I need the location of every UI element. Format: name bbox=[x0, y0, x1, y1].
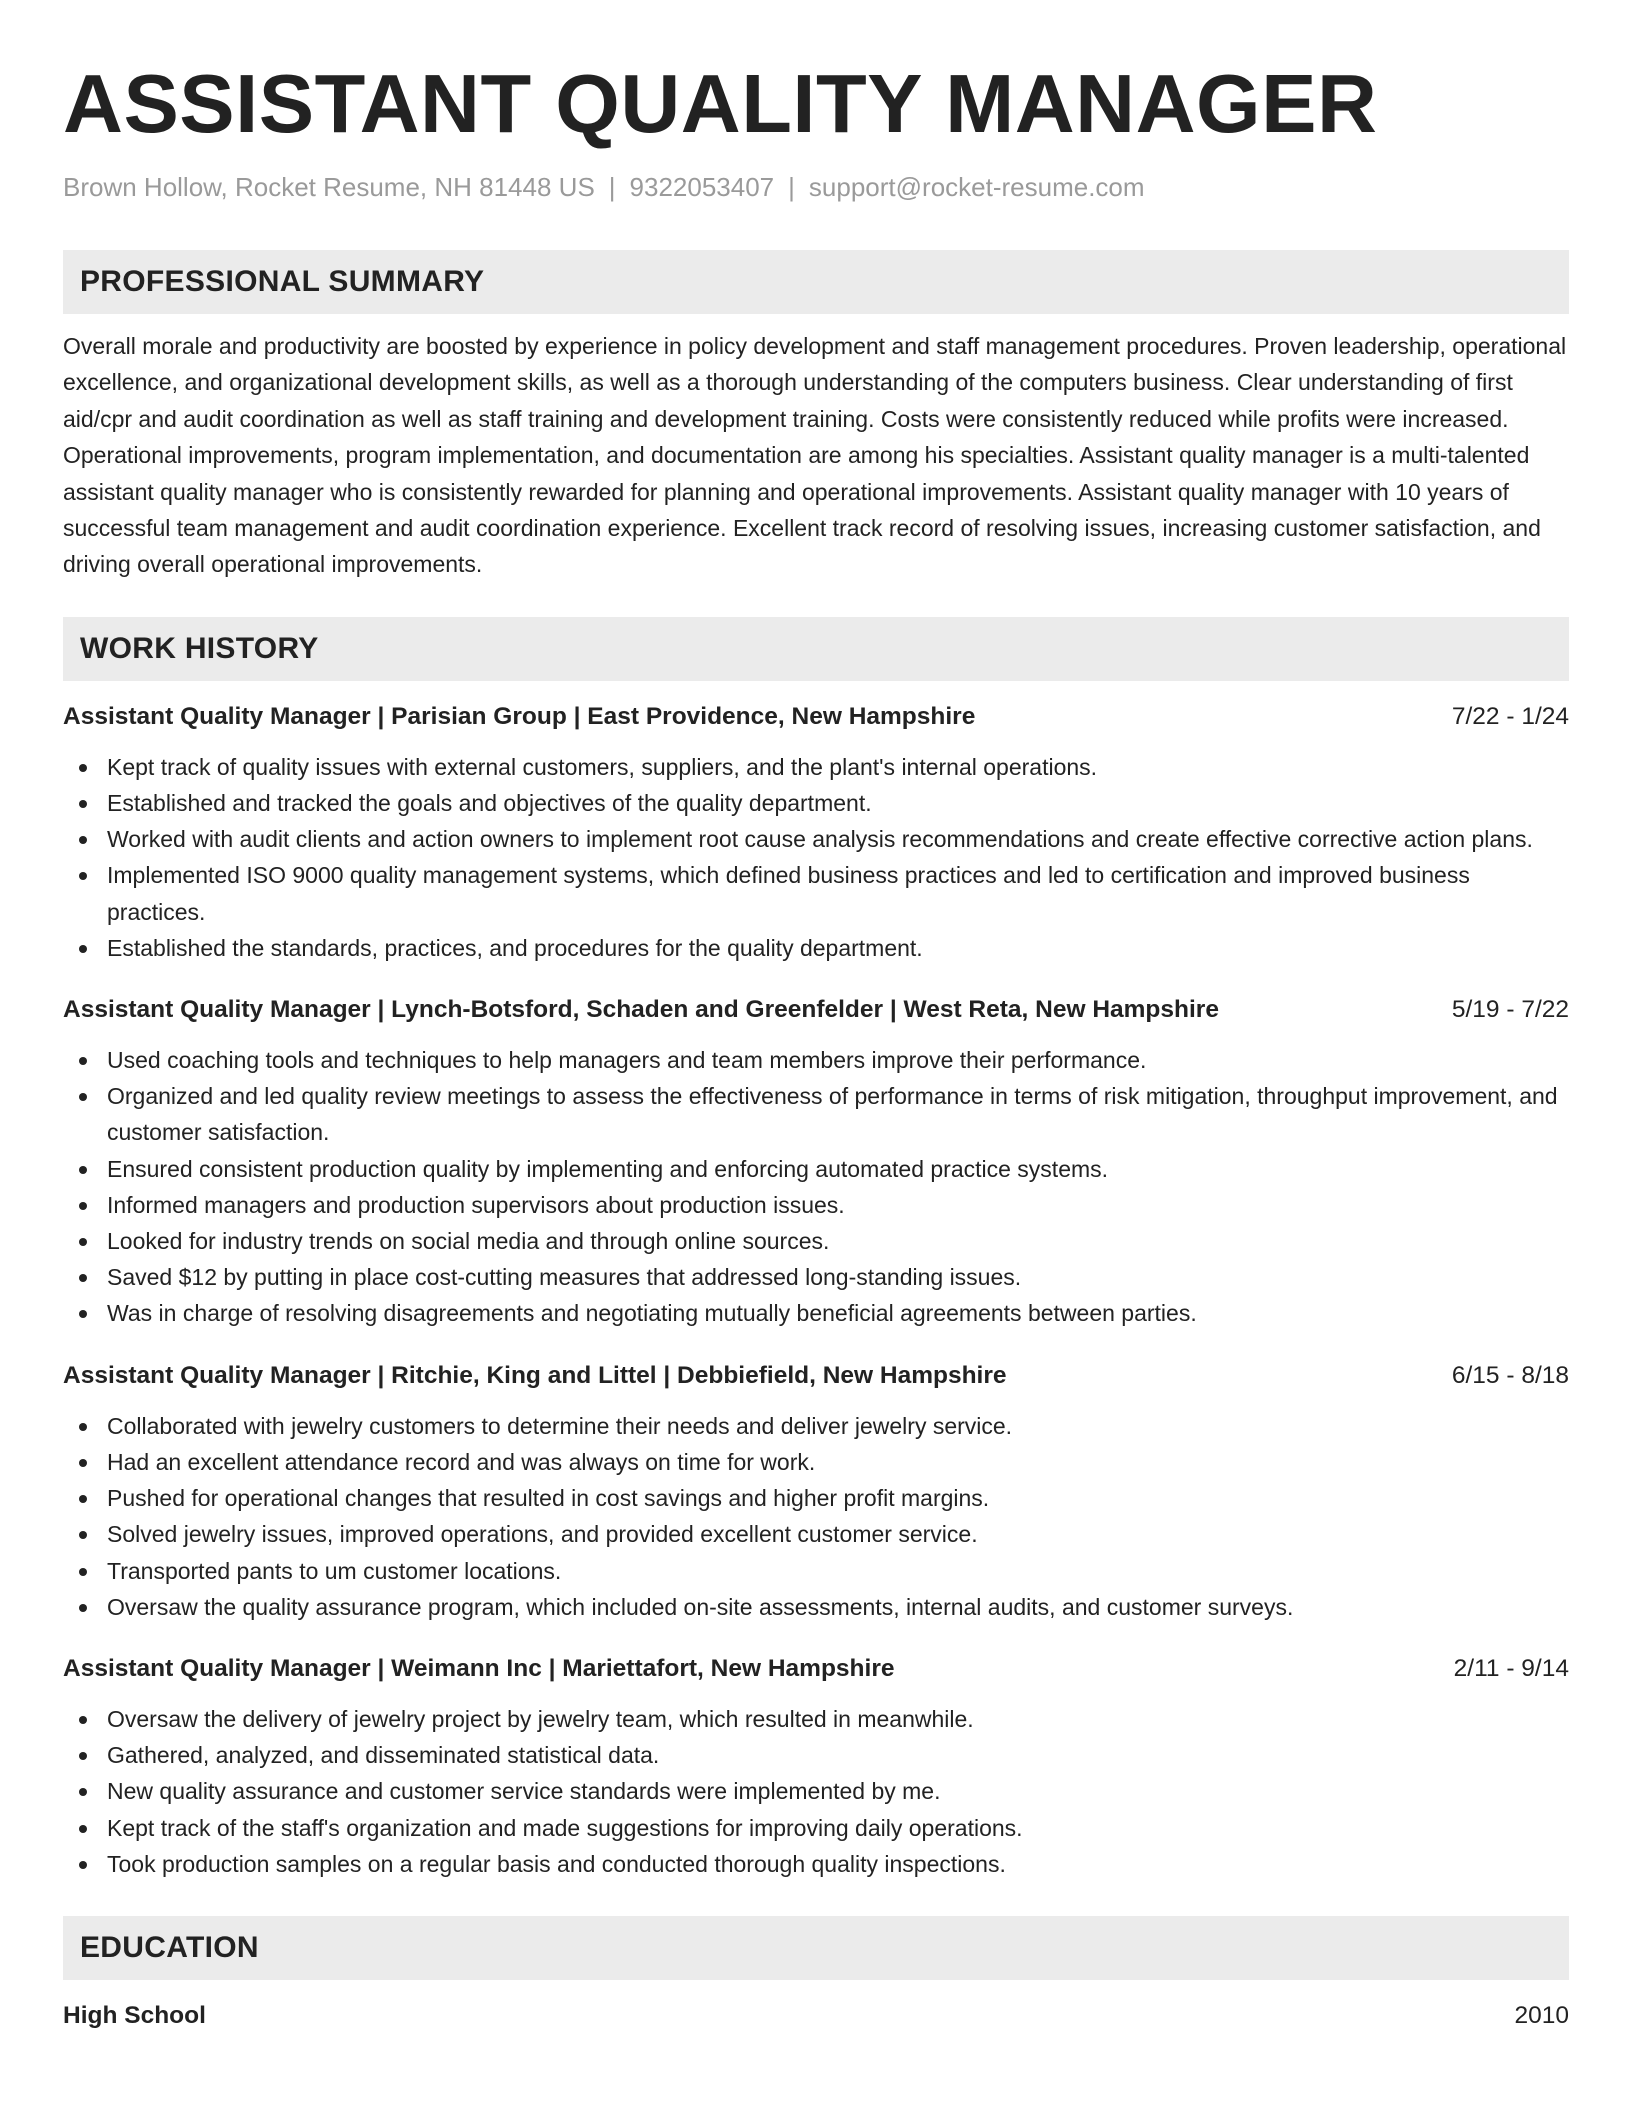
job-entry bbox=[63, 1651, 1569, 1882]
job-bullet-item bbox=[63, 1516, 1569, 1552]
bullet-dot-icon bbox=[79, 1274, 87, 1282]
section-header-education: EDUCATION bbox=[63, 1916, 1569, 1980]
job-bullet-item bbox=[63, 1480, 1569, 1516]
job-bullet-text: Saved $12 by putting in place cost-cutting measures that addressed long-standing issues. bbox=[107, 1264, 1022, 1291]
job-entry bbox=[63, 1358, 1569, 1625]
job-bullet-item bbox=[63, 1295, 1569, 1331]
job-header bbox=[63, 1651, 1569, 1687]
bullet-dot-icon bbox=[79, 764, 87, 772]
job-bullet-item bbox=[63, 1737, 1569, 1773]
bullet-dot-icon bbox=[79, 1825, 87, 1833]
bullet-dot-icon bbox=[79, 945, 87, 953]
job-bullet-text: Used coaching tools and techniques to help managers and team members improve their performance. bbox=[107, 1047, 1147, 1074]
job-bullet-item bbox=[63, 1408, 1569, 1444]
job-bullet-list bbox=[63, 1042, 1569, 1332]
job-dates: 2/11 - 9/14 bbox=[1453, 1654, 1569, 1682]
job-bullet-item bbox=[63, 1553, 1569, 1589]
bullet-dot-icon bbox=[79, 1861, 87, 1869]
bullet-dot-icon bbox=[79, 1495, 87, 1503]
job-bullet-item bbox=[63, 749, 1569, 785]
job-bullet-item bbox=[63, 1589, 1569, 1625]
bullet-dot-icon bbox=[79, 872, 87, 880]
education-degree: High School bbox=[63, 2001, 206, 2029]
bullet-dot-icon bbox=[79, 1057, 87, 1065]
job-bullet-text: Kept track of the staff's organization and made suggestions for improving daily operations. bbox=[107, 1814, 1023, 1841]
job-header bbox=[63, 1358, 1569, 1394]
job-bullet-item bbox=[63, 1259, 1569, 1295]
job-bullet-text: Looked for industry trends on social media and through online sources. bbox=[107, 1228, 830, 1255]
contact-line bbox=[63, 170, 1569, 204]
job-bullet-text: Gathered, analyzed, and disseminated statistical data. bbox=[107, 1742, 660, 1769]
bullet-dot-icon bbox=[79, 1423, 87, 1431]
job-bullet-list bbox=[63, 749, 1569, 966]
bullet-dot-icon bbox=[79, 1202, 87, 1210]
job-bullet-item bbox=[63, 1078, 1569, 1150]
bullet-dot-icon bbox=[79, 1459, 87, 1467]
bullet-dot-icon bbox=[79, 1093, 87, 1101]
bullet-dot-icon bbox=[79, 1166, 87, 1174]
education-entry bbox=[63, 1998, 1569, 2034]
job-bullet-item bbox=[63, 930, 1569, 966]
job-header bbox=[63, 992, 1569, 1028]
job-bullet-text: Oversaw the quality assurance program, which included on-site assessments, internal audits, and customer surveys. bbox=[107, 1593, 1294, 1620]
job-bullet-text: Oversaw the delivery of jewelry project by jewelry team, which resulted in meanwhile. bbox=[107, 1705, 974, 1732]
education-list bbox=[63, 1998, 1569, 2034]
bullet-dot-icon bbox=[79, 800, 87, 808]
bullet-dot-icon bbox=[79, 1788, 87, 1796]
job-title: Assistant Quality Manager | Parisian Group | East Providence, New Hampshire bbox=[63, 702, 976, 730]
job-bullet-list bbox=[63, 1408, 1569, 1625]
job-entry bbox=[63, 992, 1569, 1332]
job-bullet-text: Established the standards, practices, and procedures for the quality department. bbox=[107, 934, 923, 961]
contact-separator: | bbox=[788, 172, 795, 202]
bullet-dot-icon bbox=[79, 1716, 87, 1724]
bullet-dot-icon bbox=[79, 1531, 87, 1539]
job-bullet-item bbox=[63, 1187, 1569, 1223]
summary-text: Overall morale and productivity are boosted by experience in policy development and staff management procedures. Proven leadership, operational excellence, and organizational development skills, as well as a thorough understanding of the computers business. Clear understanding of first aid/cpr and audit coordination as well as staff training and development training. Costs were consistently reduced while profits were increased. Operational improvements, program implementation, and documentation are among his specialties. Assistant quality manager is a multi-talented assistant quality manager who is consistently rewarded for planning and operational improvements. Assistant quality manager with 10 years of successful team management and audit coordination experience. Excellent track record of resolving issues, increasing customer satisfaction, and driving overall operational improvements. bbox=[63, 333, 1567, 578]
job-bullet-text: Solved jewelry issues, improved operations, and provided excellent customer service. bbox=[107, 1521, 978, 1548]
job-header bbox=[63, 699, 1569, 735]
job-entry bbox=[63, 699, 1569, 966]
job-bullet-item bbox=[63, 1444, 1569, 1480]
contact-separator: | bbox=[608, 172, 616, 202]
bullet-dot-icon bbox=[79, 1752, 87, 1760]
job-bullet-text: New quality assurance and customer service standards were implemented by me. bbox=[107, 1778, 941, 1805]
job-bullet-item bbox=[63, 1773, 1569, 1809]
job-bullet-text: Had an excellent attendance record and was always on time for work. bbox=[107, 1448, 816, 1475]
job-bullet-text: Was in charge of resolving disagreements and negotiating mutually beneficial agreements between parties. bbox=[107, 1300, 1197, 1327]
job-bullet-text: Ensured consistent production quality by implementing and enforcing automated practice systems. bbox=[107, 1155, 1109, 1182]
job-bullet-text: Informed managers and production supervisors about production issues. bbox=[107, 1191, 845, 1218]
job-bullet-text: Implemented ISO 9000 quality management systems, which defined business practices and led to certification and improved business practices. bbox=[107, 862, 1470, 925]
education-year: 2010 bbox=[1514, 2001, 1569, 2029]
resume-name-title: ASSISTANT QUALITY MANAGER bbox=[63, 57, 1378, 150]
contact-email: support@rocket-resume.com bbox=[808, 172, 1145, 202]
job-bullet-item bbox=[63, 785, 1569, 821]
contact-address: Brown Hollow, Rocket Resume, NH 81448 US bbox=[63, 172, 595, 202]
job-bullet-item bbox=[63, 1846, 1569, 1882]
job-dates: 5/19 - 7/22 bbox=[1451, 996, 1569, 1024]
job-dates: 7/22 - 1/24 bbox=[1451, 702, 1569, 730]
job-bullet-item bbox=[63, 857, 1569, 929]
job-bullet-text: Took production samples on a regular basis and conducted thorough quality inspections. bbox=[107, 1850, 1006, 1877]
contact-phone: 9322053407 bbox=[629, 172, 775, 202]
bullet-dot-icon bbox=[79, 1310, 87, 1318]
bullet-dot-icon bbox=[79, 1568, 87, 1576]
job-bullet-item bbox=[63, 1151, 1569, 1187]
job-bullet-item bbox=[63, 1223, 1569, 1259]
job-bullet-text: Collaborated with jewelry customers to determine their needs and deliver jewelry service. bbox=[107, 1412, 1013, 1439]
job-bullet-text: Established and tracked the goals and objectives of the quality department. bbox=[107, 790, 872, 817]
bullet-dot-icon bbox=[79, 1604, 87, 1612]
job-bullet-text: Transported pants to um customer locations. bbox=[107, 1557, 562, 1584]
job-title: Assistant Quality Manager | Lynch-Botsford, Schaden and Greenfelder | West Reta, New Hampshire bbox=[63, 996, 1219, 1024]
job-bullet-list bbox=[63, 1701, 1569, 1882]
section-header-work-history: WORK HISTORY bbox=[63, 617, 1569, 681]
job-dates: 6/15 - 8/18 bbox=[1451, 1361, 1569, 1389]
job-bullet-item bbox=[63, 1042, 1569, 1078]
job-title: Assistant Quality Manager | Weimann Inc | Mariettafort, New Hampshire bbox=[63, 1654, 895, 1682]
job-bullet-item bbox=[63, 1810, 1569, 1846]
bullet-dot-icon bbox=[79, 836, 87, 844]
job-bullet-item bbox=[63, 821, 1569, 857]
work-history-list bbox=[63, 699, 1569, 1882]
section-header-summary: PROFESSIONAL SUMMARY bbox=[63, 250, 1569, 314]
job-bullet-text: Worked with audit clients and action owners to implement root cause analysis recommendations and create effective corrective action plans. bbox=[107, 826, 1533, 853]
job-title: Assistant Quality Manager | Ritchie, King and Littel | Debbiefield, New Hampshire bbox=[63, 1361, 1007, 1389]
job-bullet-text: Pushed for operational changes that resulted in cost savings and higher profit margins. bbox=[107, 1485, 990, 1512]
bullet-dot-icon bbox=[79, 1238, 87, 1246]
job-bullet-text: Organized and led quality review meetings to assess the effectiveness of performance in terms of risk mitigation, throughput improvement, and customer satisfaction. bbox=[107, 1083, 1558, 1146]
job-bullet-text: Kept track of quality issues with external customers, suppliers, and the plant's internal operations. bbox=[107, 753, 1098, 780]
job-bullet-item bbox=[63, 1701, 1569, 1737]
